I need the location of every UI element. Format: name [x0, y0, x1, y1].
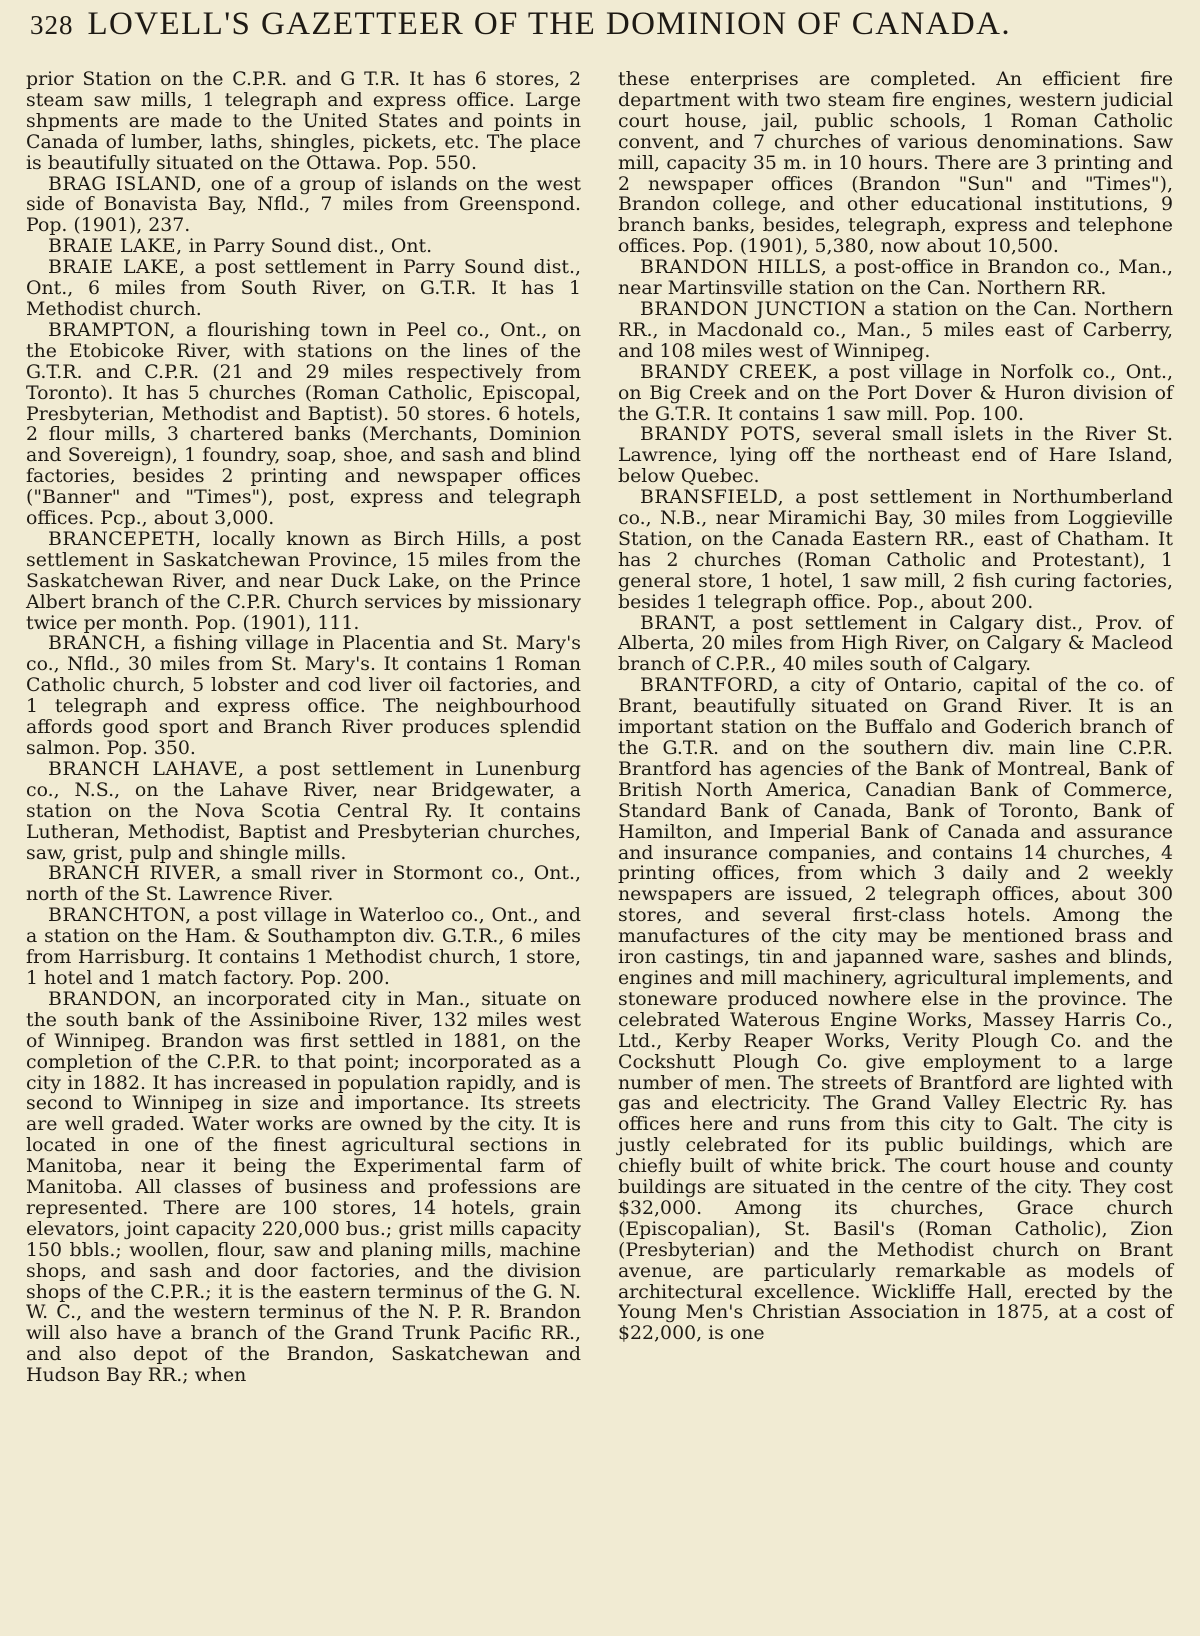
entry-body: a small river in Stormont co., Ont., north of the St. Lawrence River. — [26, 862, 581, 906]
entry-headword: BRAG ISLAND, — [48, 172, 203, 195]
entry-body: an incorporated city in Man., situate on the south bank of the Assiniboine River, 132 miles west of Winnipeg. Brandon was first settled in 1881, on the completion of the C.P.R. to that point; incorporated as a city in 1882. It has increased in population rapidly, and is second to Winnipeg in size and importance. Its streets are well graded. Water works are owned by the city. It is located in one of the finest agricultural sections in Manitoba, near it being the Experimental farm of Manitoba. All classes of business and professions are represented. There are 100 stores, 14 hotels, grain elevators, joint capacity 220,000 bus.; grist mills capacity 150 bbls.; woollen, flour, saw and planing mills, machine shops, and sash and door factories, and the division shops of the C.P.R.; it is the eastern terminus of the G. N. W. C., and the western terminus of the N. P. R. Brandon will also have a branch of the Grand Trunk Pacific RR., and also depot of the Brandon, Saskatchewan and Hudson Bay RR.; when — [26, 987, 581, 1387]
entry-headword: BRANCH RIVER, — [48, 862, 222, 885]
gazetteer-entry — [26, 69, 581, 174]
entry-body: prior Station on the C.P.R. and G T.R. It has 6 stores, 2 steam saw mills, 1 telegraph and express office. Large shpments are made to the United States and points in Canada of lumber, laths, shingles, pickets, etc. The place is beautifully situated on the Ottawa. Pop. 550. — [26, 68, 581, 174]
entry-headword: BRANCEPETH, — [48, 527, 202, 550]
entry-headword: BRANCH, — [48, 632, 147, 655]
entry-headword: BRANDON JUNCTION — [640, 297, 867, 320]
entry-body: a post village in Norfolk co., Ont., on Big Creek and on the Port Dover & Huron division of the G.T.R. It contains 1 saw mill. Pop. 100. — [618, 360, 1173, 425]
gazetteer-entry — [618, 675, 1173, 1344]
entry-body: a post settlement in Parry Sound dist., Ont., 6 miles from South River, on G.T.R. It has 1 Methodist church. — [26, 256, 581, 320]
gazetteer-entry — [26, 529, 581, 634]
column-gutter — [596, 70, 597, 1630]
running-title: LOVELL'S GAZETTEER OF THE DOMINION OF CANADA. — [87, 6, 1012, 42]
entry-headword: BRANCH LAHAVE, — [48, 757, 245, 780]
entry-body: a post-office in Brandon co., Man., near Martinsville station on the Can. Northern RR. — [618, 256, 1173, 300]
entry-body: a post settlement in Calgary dist., Prov. of Alberta, 20 miles from High River, on Calgary & Macleod branch of C.P.R., 40 miles south of Calgary. — [618, 611, 1173, 676]
entry-body: these enterprises are completed. An efficient fire department with two steam fire engines, western judicial court house, jail, public schools, 1 Roman Catholic convent, and 7 churches of various denominations. Saw mill, capacity 35 m. in 10 hours. There are 3 printing and 2 newspaper offices (Brandon "Sun" and "Times"), Brandon college, and other educational institutions, 9 branch banks, besides, telegraph, express and telephone offices. Pop. (1901), 5,380, now about 10,500. — [618, 68, 1173, 258]
entry-headword: BRANDY POTS, — [640, 423, 802, 446]
entry-headword: BRANDON, — [48, 987, 163, 1010]
gazetteer-entry — [26, 633, 581, 758]
right-column — [618, 69, 1173, 1344]
gazetteer-entry — [26, 863, 581, 905]
entry-headword: BRAMPTON, — [48, 318, 176, 341]
gazetteer-entry — [26, 905, 581, 989]
entry-body: locally known as Birch Hills, a post settlement in Saskatchewan Province, 15 miles from the Saskatchewan River, and near Duck Lake, on the Prince Albert branch of the C.P.R. Church services by missionary twice per month. Pop. (1901), 111. — [26, 527, 581, 634]
gazetteer-entry — [618, 69, 1173, 257]
entry-headword: BRANTFORD, — [640, 674, 780, 697]
gazetteer-entry — [26, 320, 581, 529]
page-header — [30, 6, 1180, 46]
gazetteer-entry — [618, 257, 1173, 299]
entry-body: in Parry Sound dist., Ont. — [182, 235, 433, 258]
entry-headword: BRAIE LAKE, — [48, 235, 183, 258]
left-column — [26, 69, 581, 1386]
gazetteer-entry — [618, 299, 1173, 362]
entry-headword: BRANCHTON, — [48, 904, 192, 927]
entry-body: a station on the Can. Northern RR., in Macdonald co., Man., 5 miles east of Carberry, and 108 miles west of Winnipeg. — [618, 297, 1173, 362]
gazetteer-entry — [26, 257, 581, 320]
entry-body: a post settlement in Northumberland co., N.B., near Miramichi Bay, 30 miles from Loggieville Station, on the Canada Eastern RR., east of Chatham. It has 2 churches (Roman Catholic and Protestant), 1 general store, 1 hotel, 1 saw mill, 2 fish curing factories, besides 1 telegraph office. Pop., about 200. — [618, 486, 1173, 613]
entry-headword: BRANSFIELD, — [640, 486, 785, 509]
entry-headword: BRANDON HILLS, — [640, 256, 828, 279]
entry-headword: BRANT, — [640, 611, 718, 634]
entry-body: a city of Ontario, capital of the co. of Brant, beautifully situated on Grand River. It is an important station on the Buffalo and Goderich branch of the G.T.R. and on the southern div. main line C.P.R. Brantford has agencies of the Bank of Montreal, Bank of British North America, Canadian Bank of Commerce, Standard Bank of Canada, Bank of Toronto, Bank of Hamilton, and Imperial Bank of Canada and assurance and insurance companies, and contains 14 churches, 4 printing offices, from which 3 daily and 2 weekly newspapers are issued, 2 telegraph offices, about 300 stores, and several first-class hotels. Among the manufactures of the city may be mentioned brass and iron castings, tin and japanned ware, sashes and blinds, engines and mill machinery, agricultural implements, and stoneware produced nowhere else in the province. The celebrated Waterous Engine Works, Massey Harris Co., Ltd., Kerby Reaper Works, Verity Plough Co. and the Cockshutt Plough Co. give employment to a large number of men. The streets of Brantford are lighted with gas and electricity. The Grand Valley Electric Ry. has offices here and runs from this city to Galt. The city is justly celebrated for its public buildings, which are chiefly built of white brick. The court house and county buildings are situated in the centre of the city. They cost $32,000. Among its churches, Grace church (Episcopalian), St. Basil's (Roman Catholic), Zion (Presbyterian) and the Methodist church on Brant avenue, are particularly remarkable as models of architectural excellence. Wickliffe Hall, erected by the Young Men's Christian Association in 1875, at a cost of $22,000, is one — [618, 674, 1173, 1345]
gazetteer-entry — [618, 362, 1173, 425]
page-number: 328 — [30, 10, 74, 40]
entry-body: several small islets in the River St. Lawrence, lying off the northeast end of Hare Island, below Quebec. — [618, 423, 1174, 488]
gazetteer-entry — [26, 236, 581, 257]
entry-headword: BRAIE LAKE, — [48, 256, 186, 279]
gazetteer-entry — [618, 424, 1173, 487]
gazetteer-entry — [26, 989, 581, 1386]
entry-body: a post village in Waterloo co., Ont., and a station on the Ham. & Southampton div. G.T.R., 6 miles from Harrisburg. It contains 1 Methodist church, 1 store, 1 hotel and 1 match factory. Pop. 200. — [26, 904, 581, 989]
entry-headword: BRANDY CREEK, — [640, 360, 819, 383]
entry-body: a post settlement in Lunenburg co., N.S., on the Lahave River, near Bridgewater, a station on the Nova Scotia Central Ry. It contains Lutheran, Methodist, Baptist and Presbyterian churches, saw, grist, pulp and shingle mills. — [26, 757, 581, 864]
gazetteer-entry — [26, 174, 581, 237]
entry-body: one of a group of islands on the west side of Bonavista Bay, Nfld., 7 miles from Greenspond. Pop. (1901), 237. — [26, 172, 581, 237]
entry-body: a flourishing town in Peel co., Ont., on the Etobicoke River, with stations on the lines of the G.T.R. and C.P.R. (21 and 29 miles respectively from Toronto). It has 5 churches (Roman Catholic, Episcopal, Presbyterian, Methodist and Baptist). 50 stores. 6 hotels, 2 flour mills, 3 chartered banks (Merchants, Dominion and Sovereign), 1 foundry, soap, shoe, and sash and blind factories, besides 2 printing and newspaper offices ("Banner" and "Times"), post, express and telegraph offices. Pcp., about 3,000. — [26, 318, 581, 530]
gazetteer-entry — [618, 613, 1173, 676]
entry-body: a fishing village in Placentia and St. Mary's co., Nfld., 30 miles from St. Mary's. It contains 1 Roman Catholic church, 5 lobster and cod liver oil factories, and 1 telegraph and express office. The neighbourhood affords good sport and Branch River produces splendid salmon. Pop. 350. — [26, 632, 581, 759]
gazetteer-entry — [618, 487, 1173, 612]
gazetteer-entry — [26, 759, 581, 864]
